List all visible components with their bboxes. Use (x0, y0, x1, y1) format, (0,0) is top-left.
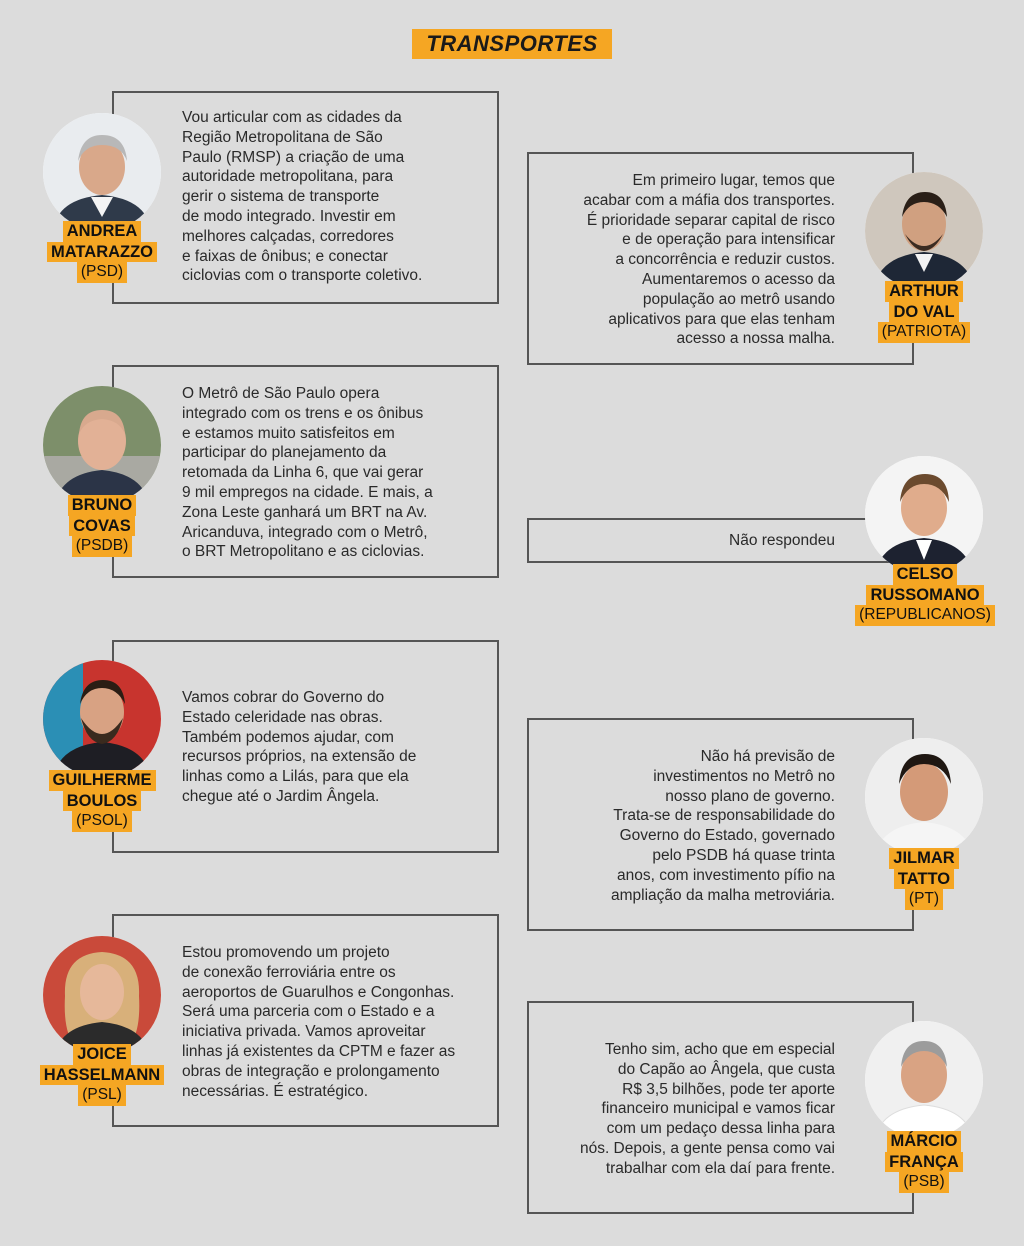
candidate-party: (PATRIOTA) (878, 322, 970, 343)
candidate-name-line2: HASSELMANN (40, 1065, 164, 1086)
candidate-name-line1: JILMAR (889, 848, 958, 869)
candidate-name-line1: ARTHUR (885, 281, 963, 302)
candidate-name-line2: COVAS (69, 516, 134, 537)
namecard-tatto (862, 848, 986, 910)
avatar-boulos (43, 660, 161, 778)
candidate-name-line1: GUILHERME (49, 770, 156, 791)
candidate-name-line2: MATARAZZO (47, 242, 157, 263)
candidate-name-line1: BRUNO (68, 495, 137, 516)
candidate-party: (PSOL) (72, 811, 132, 832)
namecard-franca (862, 1131, 986, 1193)
quote-text-matarazzo: Vou articular com as cidades da Região Metropolitana de São Paulo (RMSP) a criação de uma autoridade metropolitana, para gerir o sistema de transporte de modo integrado. Investir em melhores calçadas, corredores e faixas de ônibus; e conectar ciclovias com o transporte coletivo. (182, 109, 423, 285)
quote-text-hasselmann: Estou promovendo um projeto de conexão ferroviária entre os aeroportos de Guarulhos e Congonhas. Será uma parceria com o Estado e a iniciativa privada. Vamos aproveitar linhas já existentes da CPTM e fazer as obras de integração e prolongamento necessárias. É estratégico. (182, 944, 456, 1100)
candidate-party: (PSDB) (72, 536, 133, 557)
namecard-arthur (862, 281, 986, 343)
page-title: TRANSPORTES (412, 29, 612, 59)
namecard-matarazzo (40, 221, 164, 283)
candidate-name-line2: BOULOS (63, 791, 142, 812)
avatar-covas (43, 386, 161, 504)
avatar-matarazzo (43, 113, 161, 231)
candidate-name-line1: ANDREA (63, 221, 142, 242)
namecard-covas (40, 495, 164, 557)
avatar-hasselmann (43, 936, 161, 1054)
namecard-russomano (850, 564, 1000, 626)
candidate-name-line2: RUSSOMANO (866, 585, 983, 606)
candidate-party: (PSD) (77, 262, 127, 283)
candidate-name-line2: FRANÇA (885, 1152, 963, 1173)
candidate-name-line1: CELSO (893, 564, 958, 585)
avatar-franca (865, 1021, 983, 1139)
quote-text-tatto: Não há previsão de investimentos no Metrô no nosso plano de governo. Trata-se de responsabilidade do Governo do Estado, governado pelo PSDB há quase trinta anos, com investimento pífio na ampliação da malha metroviária. (611, 748, 835, 904)
candidate-party: (PSB) (899, 1172, 948, 1193)
candidate-name-line1: MÁRCIO (887, 1131, 962, 1152)
avatar-tatto (865, 738, 983, 856)
candidate-name-line2: TATTO (894, 869, 954, 890)
avatar-russomano (865, 456, 983, 574)
namecard-boulos (40, 770, 164, 832)
candidate-party: (PSL) (78, 1085, 126, 1106)
candidate-name-line2: DO VAL (889, 302, 958, 323)
quote-text-franca: Tenho sim, acho que em especial do Capão ao Ângela, que custa R$ 3,5 bilhões, pode ter aporte financeiro municipal e vamos ficar com um pedaço dessa linha para nós. Depois, a gente pensa como vai trabalhar com ela daí para frente. (579, 1041, 835, 1177)
quote-text-arthur: Em primeiro lugar, temos que acabar com a máfia dos transportes. É prioridade separar capital de risco e de operação para intensificar a concorrência e reduzir custos. Aumentaremos o acesso da população ao metrô usando aplicativos para que elas tenham acesso a nossa malha. (583, 172, 835, 348)
quote-text-boulos: Vamos cobrar do Governo do Estado celeridade nas obras. Também podemos ajudar, com recursos próprios, na extensão de linhas como a Lilás, para que ela chegue até o Jardim Ângela. (182, 689, 417, 805)
candidate-party: (REPUBLICANOS) (855, 605, 995, 626)
quote-text-covas: O Metrô de São Paulo opera integrado com os trens e os ônibus e estamos muito satisfeitos em participar do planejamento da retomada da Linha 6, que vai gerar 9 mil empregos na cidade. E mais, a Zona Leste ganhará um BRT na Av. Aricanduva, integrado com o Metrô, o BRT Metropolitano e as ciclovias. (182, 385, 433, 561)
quote-text-russomano: Não respondeu (729, 532, 835, 549)
avatar-arthur (865, 172, 983, 290)
namecard-hasselmann (34, 1044, 170, 1106)
candidate-party: (PT) (905, 889, 943, 910)
candidate-name-line1: JOICE (73, 1044, 131, 1065)
